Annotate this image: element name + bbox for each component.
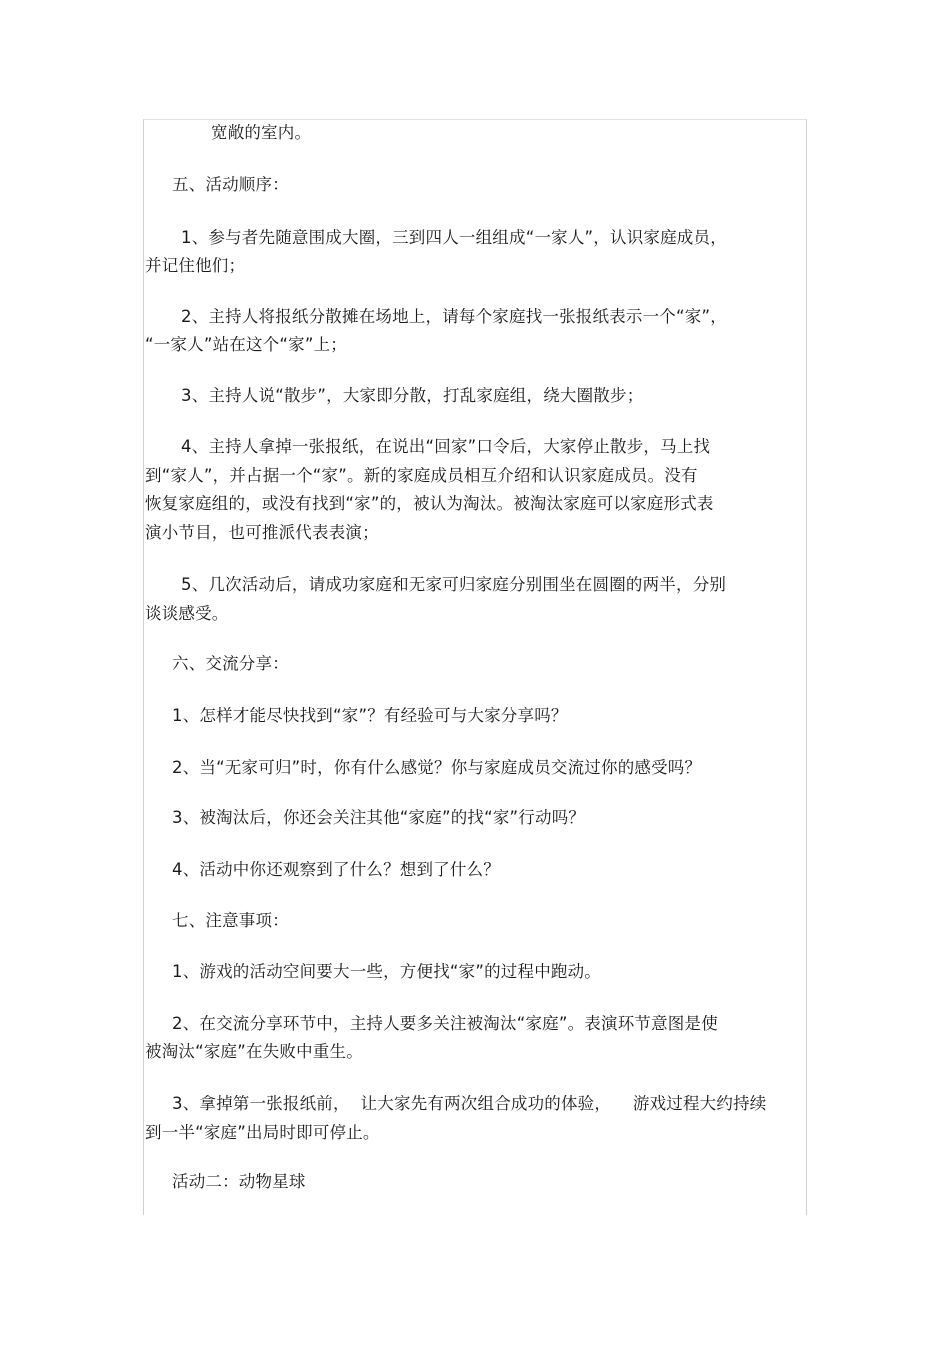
text-line: 被淘汰“家庭”在失败中重生。 <box>145 1042 363 1061</box>
text-line: 并记住他们； <box>145 256 246 275</box>
section-heading: 六、交流分享： <box>172 654 289 673</box>
list-item: 3、主持人说“散步”，大家即分散，打乱家庭组，绕大圈散步； <box>181 386 644 405</box>
text-line: 到一半“家庭”出局时即可停止。 <box>145 1123 380 1142</box>
text-line: 演小节目，也可推派代表表演； <box>145 523 379 542</box>
list-item: 1、怎样才能尽快找到“家”？有经验可与大家分享吗？ <box>172 706 568 725</box>
list-item: 1、游戏的活动空间要大一些，方便找“家”的过程中跑动。 <box>172 962 601 981</box>
text-line: 恢复家庭组的，或没有找到“家”的，被认为淘汰。被淘汰家庭可以家庭形式表 <box>145 494 714 513</box>
list-item: 1、参与者先随意围成大圈，三到四人一组组成“一家人”，认识家庭成员， <box>181 228 727 247</box>
text-line: 到“家人”，并占据一个“家”。新的家庭成员相互介绍和认识家庭成员。没有 <box>145 466 698 485</box>
section-heading: 七、注意事项： <box>172 911 289 930</box>
text-line: 谈谈感受。 <box>145 604 229 623</box>
section-heading: 活动二：动物星球 <box>172 1172 306 1191</box>
list-item: 2、当“无家可归”时，你有什么感觉？你与家庭成员交流过你的感受吗？ <box>172 758 702 777</box>
text-line: 宽敞的室内。 <box>211 123 312 142</box>
section-heading: 五、活动顺序： <box>172 175 289 194</box>
list-item: 5、几次活动后，请成功家庭和无家可归家庭分别围坐在圆圈的两半，分别 <box>181 575 727 594</box>
text-line: “一家人”站在这个“家”上； <box>145 335 347 354</box>
list-item: 3、被淘汰后，你还会关注其他“家庭”的找“家”行动吗？ <box>172 808 586 827</box>
list-item: 2、在交流分享环节中，主持人要多关注被淘汰“家庭”。表演环节意图是使 <box>172 1014 718 1033</box>
list-item: 2、主持人将报纸分散摊在场地上，请每个家庭找一张报纸表示一个“家”， <box>181 307 727 326</box>
list-item: 4、活动中你还观察到了什么？想到了什么？ <box>172 860 500 879</box>
list-item: 3、拿掉第一张报纸前， 让大家先有两次组合成功的体验， 游戏过程大约持续 <box>172 1094 767 1113</box>
list-item: 4、主持人拿掉一张报纸，在说出“回家”口令后，大家停止散步，马上找 <box>181 437 711 456</box>
